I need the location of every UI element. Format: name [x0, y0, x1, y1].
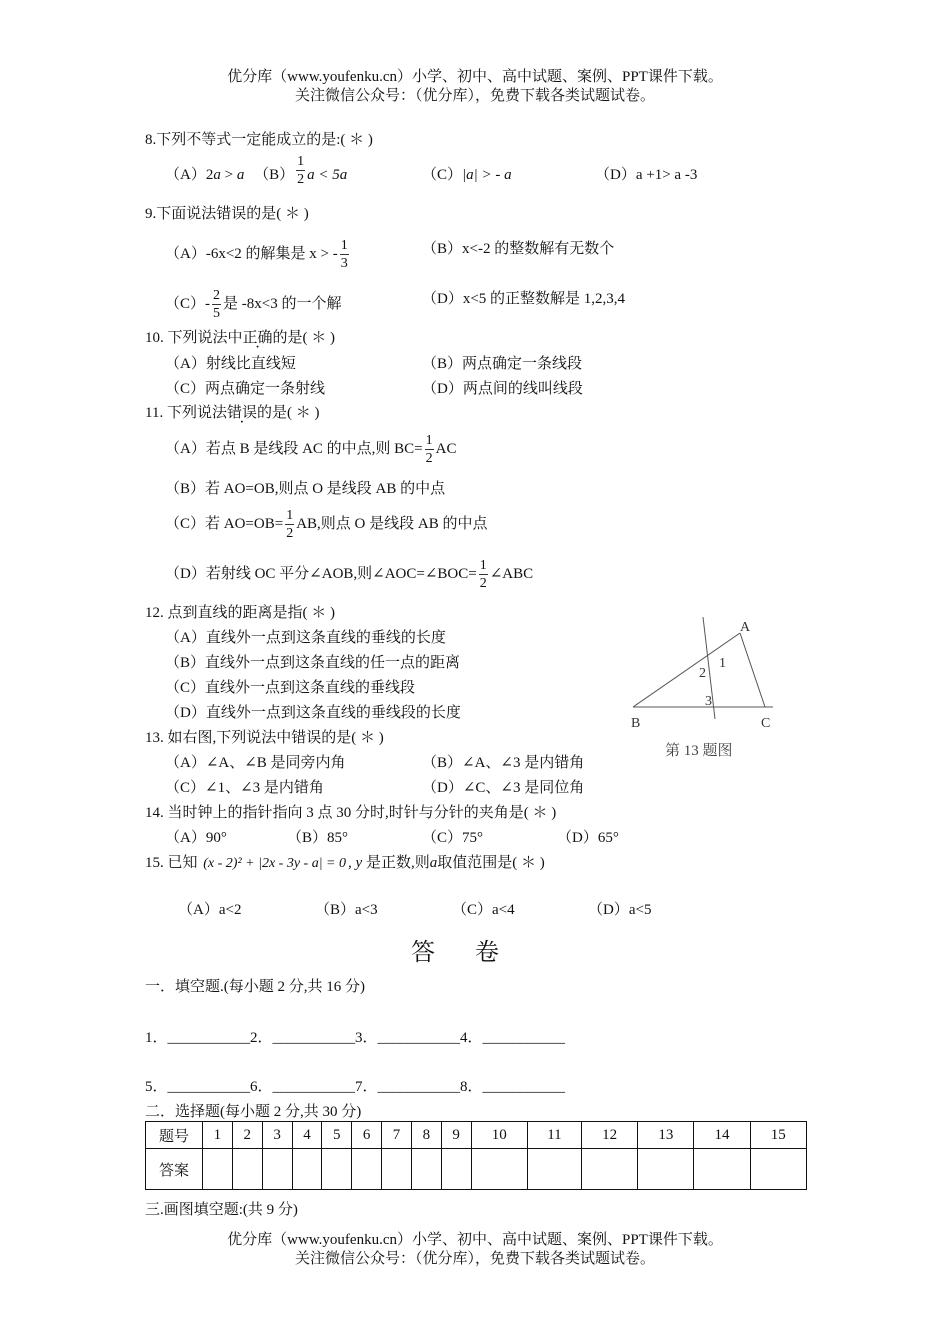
- line-ac: [740, 633, 765, 707]
- table-answer-label: 答案: [146, 1149, 203, 1190]
- footer-line-1: 优分库（www.youfenku.cn）小学、初中、高中试题、案例、PPT课件下载。: [227, 1232, 723, 1248]
- label-c: C: [761, 716, 771, 731]
- question-15-option-b: （B）a<3: [315, 902, 378, 918]
- question-15-option-d: （D）a<5: [588, 902, 652, 918]
- table-number: 11: [527, 1122, 581, 1149]
- question-8-stem: 8.下列不等式一定能成立的是:( ＊ ): [145, 132, 373, 148]
- answer-sheet-title: 答卷: [411, 940, 539, 966]
- table-number: 3: [262, 1122, 292, 1149]
- answer-cell[interactable]: [262, 1149, 292, 1190]
- question-10-option-b: （B）两点确定一条线段: [422, 356, 583, 372]
- question-14-option-a: （A）90°: [165, 830, 227, 846]
- answer-cell[interactable]: [527, 1149, 581, 1190]
- table-number: 6: [352, 1122, 382, 1149]
- answer-cell[interactable]: [750, 1149, 806, 1190]
- answer-cell[interactable]: [232, 1149, 262, 1190]
- answer-cell[interactable]: [638, 1149, 694, 1190]
- header-line-1: 优分库（www.youfenku.cn）小学、初中、高中试题、案例、PPT课件下载。: [227, 69, 723, 85]
- blanks-row-2[interactable]: 5．___________6．___________7．___________8．___________: [145, 1079, 566, 1095]
- question-12-option-d: （D）直线外一点到这条直线的垂线段的长度: [165, 705, 461, 721]
- section-1-heading: 一．填空题.(每小题 2 分,共 16 分): [145, 979, 365, 995]
- answer-cell[interactable]: [441, 1149, 471, 1190]
- section-2-heading: 二．选择题(每小题 2 分,共 30 分): [145, 1104, 362, 1120]
- figure-caption: 第 13 题图: [665, 743, 733, 759]
- question-9-stem: 9.下面说法错误的是( ＊ ): [145, 206, 309, 222]
- question-10-option-c: （C）两点确定一条射线: [165, 381, 326, 397]
- question-10-stem: 10. 下列说法中正确的是( ＊ ): [145, 330, 336, 346]
- answer-cell[interactable]: [352, 1149, 382, 1190]
- answer-cell[interactable]: [471, 1149, 527, 1190]
- question-12-option-a: （A）直线外一点到这条直线的垂线的长度: [165, 630, 446, 646]
- question-15-option-a: （A）a<2: [178, 902, 242, 918]
- table-number: 5: [322, 1122, 352, 1149]
- question-15-option-c: （C）a<4: [452, 902, 515, 918]
- question-14-option-b: （B）85°: [287, 830, 349, 846]
- question-15-stem: 15. 已知 (x - 2)² + |2x - 3y - a| = 0 , y 是正数,则a取值范围是( ＊ ): [145, 855, 545, 871]
- question-13-figure: [625, 615, 795, 765]
- answer-cell[interactable]: [694, 1149, 750, 1190]
- question-11-option-d: （D）若射线 OC 平分∠AOB,则∠AOC=∠BOC= $\frac{1}{2}$ ∠ABC: [165, 558, 534, 591]
- question-13-stem: 13. 如右图,下列说法中错误的是( ＊ ): [145, 730, 384, 746]
- table-number: 13: [638, 1122, 694, 1149]
- question-12-option-b: （B）直线外一点到这条直线的任一点的距离: [165, 655, 461, 671]
- answer-cell[interactable]: [203, 1149, 233, 1190]
- question-9-option-a: （A）-6x<2 的解集是 x > - $\frac{1}{3}$: [165, 238, 348, 271]
- question-15-expression: (x - 2)² + |2x - 3y - a| = 0: [203, 856, 347, 871]
- question-10-option-a: （A）射线比直线短: [165, 356, 296, 372]
- question-10-option-d: （D）两点间的线叫线段: [422, 381, 583, 397]
- answer-table: [145, 1121, 807, 1190]
- table-number: 9: [441, 1122, 471, 1149]
- section-3-heading: 三.画图填空题:(共 9 分): [145, 1202, 298, 1218]
- question-8-option-a-b: （A）2a > a （B） $\frac{1}{2}$ a < 5a: [165, 154, 348, 188]
- table-head-label: 题号: [146, 1122, 203, 1149]
- question-14-option-d: （D）65°: [557, 830, 619, 846]
- question-13-option-c: （C）∠1、∠3 是内错角: [165, 780, 324, 796]
- question-8-option-c: （C）|a| > - a: [422, 167, 512, 183]
- label-a: A: [740, 620, 751, 635]
- table-number: 8: [411, 1122, 441, 1149]
- question-14-option-c: （C）75°: [422, 830, 484, 846]
- answer-cell[interactable]: [411, 1149, 441, 1190]
- table-number: 7: [382, 1122, 412, 1149]
- answer-cell[interactable]: [322, 1149, 352, 1190]
- label-b: B: [631, 716, 641, 731]
- question-14-stem: 14. 当时钟上的指针指向 3 点 30 分时,时针与分针的夹角是( ＊ ): [145, 805, 557, 821]
- answer-cell[interactable]: [292, 1149, 322, 1190]
- question-9-option-b: （B）x<-2 的整数解有无数个: [422, 241, 615, 257]
- table-number: 15: [750, 1122, 806, 1149]
- question-13-option-a: （A）∠A、∠B 是同旁内角: [165, 755, 346, 771]
- answer-cell[interactable]: [382, 1149, 412, 1190]
- question-13-option-d: （D）∠C、∠3 是同位角: [422, 780, 585, 796]
- blanks-row-1[interactable]: 1．___________2．___________3．___________4．___________: [145, 1030, 566, 1046]
- question-11-option-c: （C）若 AO=OB= $\frac{1}{2}$ AB,则点 O 是线段 AB 的中点: [165, 508, 488, 541]
- angle-1-label: 1: [719, 656, 726, 671]
- question-9-option-d: （D）x<5 的正整数解是 1,2,3,4: [422, 291, 626, 307]
- question-12-stem: 12. 点到直线的距离是指( ＊ ): [145, 605, 335, 621]
- question-13-option-b: （B）∠A、∠3 是内错角: [422, 755, 585, 771]
- header-line-2: 关注微信公众号：（优分库），免费下载各类试题试卷。: [294, 88, 655, 104]
- question-8-option-d: （D）a +1> a -3: [595, 167, 698, 183]
- question-9-option-c: （C）- $\frac{2}{5}$ 是 -8x<3 的一个解: [165, 288, 342, 321]
- answer-cell[interactable]: [582, 1149, 638, 1190]
- table-number: 4: [292, 1122, 322, 1149]
- table-number: 12: [582, 1122, 638, 1149]
- footer-line-2: 关注微信公众号：（优分库），免费下载各类试题试卷。: [294, 1251, 655, 1267]
- angle-3-label: 3: [705, 694, 712, 709]
- angle-2-label: 2: [699, 666, 706, 681]
- table-number: 1: [203, 1122, 233, 1149]
- table-number: 14: [694, 1122, 750, 1149]
- question-11-stem: 11. 下列说法错误的是( ＊ ): [145, 405, 320, 421]
- table-number: 2: [232, 1122, 262, 1149]
- question-11-option-b: （B）若 AO=OB,则点 O 是线段 AB 的中点: [165, 481, 446, 497]
- question-11-option-a: （A）若点 B 是线段 AC 的中点,则 BC= $\frac{1}{2}$ AC: [165, 433, 457, 466]
- question-12-option-c: （C）直线外一点到这条直线的垂线段: [165, 680, 416, 696]
- table-number: 10: [471, 1122, 527, 1149]
